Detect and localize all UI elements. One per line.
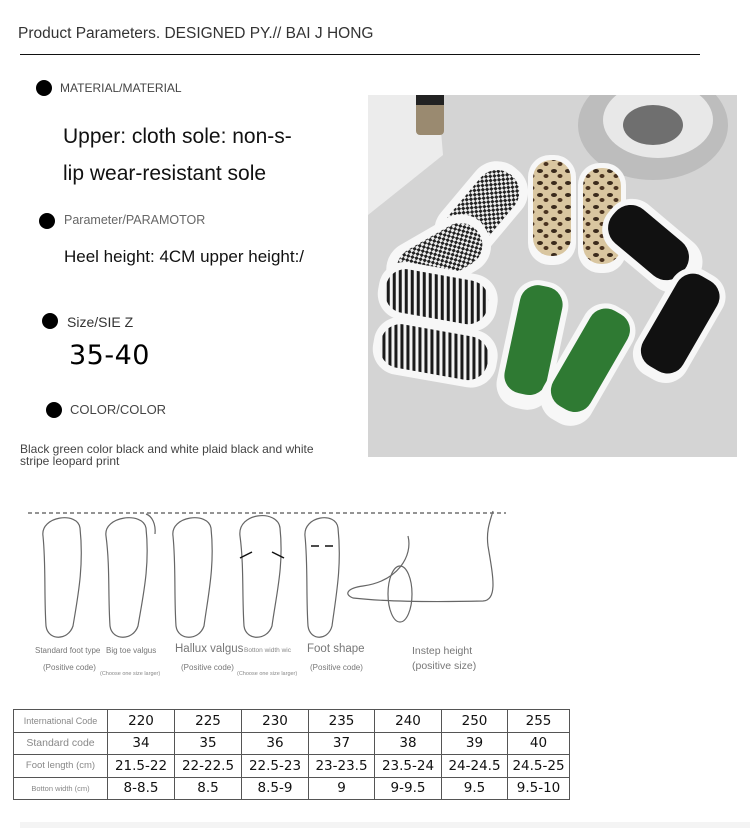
table-cell: 34: [108, 732, 175, 755]
material-label: MATERIAL/MATERIAL: [60, 81, 182, 95]
table-cell: 40: [508, 732, 570, 755]
table-cell: 22.5-23: [242, 755, 309, 778]
bullet-icon: [42, 313, 58, 329]
table-cell: 8.5-9: [242, 777, 309, 800]
table-cell: 240: [375, 710, 442, 733]
row-header: Botton width (cm): [14, 777, 108, 800]
table-cell: 24.5-25: [508, 755, 570, 778]
table-cell: 35: [175, 732, 242, 755]
foot-type-name: Botton width wic: [244, 647, 291, 654]
foot-type-diagram: [18, 506, 518, 646]
title-divider: [20, 54, 700, 55]
table-cell: 8-8.5: [108, 777, 175, 800]
table-cell: 9.5: [442, 777, 508, 800]
table-cell: 235: [309, 710, 375, 733]
table-cell: 37: [309, 732, 375, 755]
table-cell: 39: [442, 732, 508, 755]
table-cell: 220: [108, 710, 175, 733]
foot-type-name: Instep height: [412, 645, 473, 657]
table-cell: 36: [242, 732, 309, 755]
color-label: COLOR/COLOR: [70, 402, 167, 417]
foot-type-note: (Choose one size larger): [237, 671, 298, 677]
material-line-2: lip wear-resistant sole: [63, 162, 267, 185]
table-cell: 225: [175, 710, 242, 733]
foot-type-name: Hallux valgus: [175, 643, 244, 655]
table-cell: 22-22.5: [175, 755, 242, 778]
foot-type-note: (positive size): [412, 660, 477, 672]
table-cell: 9: [309, 777, 375, 800]
table-row-standard-code: [14, 732, 570, 755]
table-row-international-code: [14, 710, 570, 733]
foot-type-name: Standard foot type: [35, 646, 101, 655]
foot-type-note: (Choose one size larger): [100, 671, 161, 677]
table-row-bottom-width: [14, 777, 570, 800]
row-header: International Code: [14, 710, 108, 733]
material-value: [63, 118, 292, 192]
material-line-1: Upper: cloth sole: non-s-: [63, 125, 292, 148]
row-header: Foot length (cm): [14, 755, 108, 778]
table-cell: 21.5-22: [108, 755, 175, 778]
table-cell: 9.5-10: [508, 777, 570, 800]
color-line-2: stripe leopard print: [20, 454, 120, 468]
table-cell: 250: [442, 710, 508, 733]
table-cell: 23-23.5: [309, 755, 375, 778]
row-header: Standard code: [14, 732, 108, 755]
table-cell: 255: [508, 710, 570, 733]
foot-type-note: (Positive code): [43, 663, 96, 672]
product-photo: [368, 95, 737, 457]
foot-type-note: (Positive code): [181, 663, 234, 672]
foot-outlines-icon: [18, 506, 518, 646]
foot-type-name: Big toe valgus: [106, 646, 157, 655]
parameter-label: Parameter/PARAMOTOR: [64, 213, 206, 227]
bottom-divider: [20, 822, 750, 828]
table-cell: 38: [375, 732, 442, 755]
table-cell: 9-9.5: [375, 777, 442, 800]
color-line-1: Black green color black and white plaid black and white: [20, 442, 314, 456]
page-title: Product Parameters. DESIGNED PY.// BAI J HONG: [18, 25, 374, 42]
bullet-icon: [39, 213, 55, 229]
parameter-value: Heel height: 4CM upper height:/: [64, 247, 305, 266]
color-value: [20, 443, 340, 467]
table-cell: 23.5-24: [375, 755, 442, 778]
foot-type-name: Foot shape: [307, 643, 365, 655]
table-cell: 8.5: [175, 777, 242, 800]
table-cell: 24-24.5: [442, 755, 508, 778]
table-cell: 230: [242, 710, 309, 733]
size-value: 35-40: [69, 340, 150, 371]
sneakers-photo-icon: [368, 95, 737, 457]
table-row-foot-length: [14, 755, 570, 778]
bullet-icon: [46, 402, 62, 418]
foot-type-note: (Positive code): [310, 663, 363, 672]
size-chart-table: [13, 709, 570, 800]
bullet-icon: [36, 80, 52, 96]
size-label: Size/SIE Z: [67, 314, 134, 330]
